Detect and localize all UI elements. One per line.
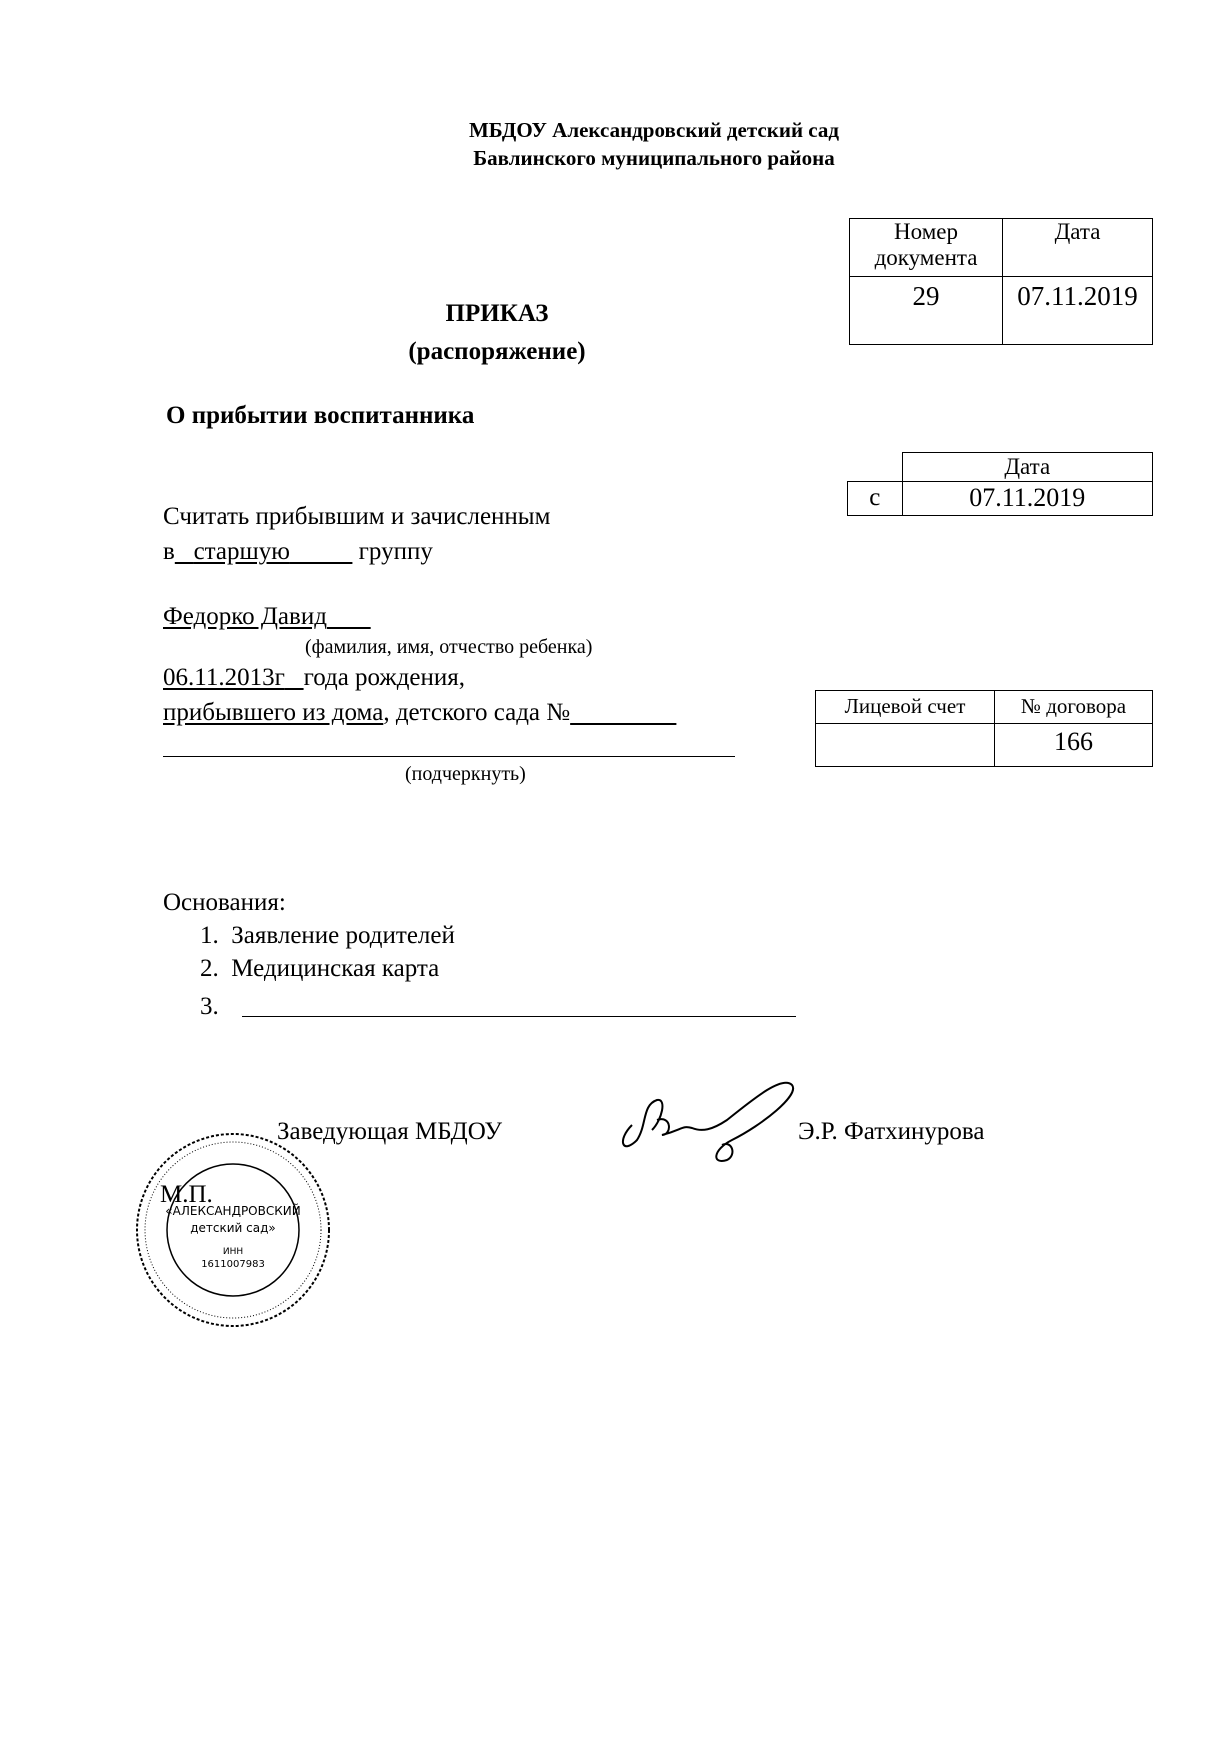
grounds-item-2: 2. Медицинская карта — [200, 955, 440, 982]
stamp-text-2: детский сад» — [190, 1221, 276, 1235]
underline-hint: (подчеркнуть) — [405, 763, 526, 785]
child-name-line — [163, 602, 371, 632]
account-table — [815, 690, 1153, 767]
order-title: ПРИКАЗ — [445, 300, 549, 327]
org-name: МБДОУ Александровский детский сад — [468, 118, 840, 142]
effective-date-prefix: с — [848, 482, 903, 516]
doc-date-header: Дата — [1003, 219, 1153, 277]
order-subtitle: (распоряжение) — [408, 338, 586, 365]
contract-header: № договора — [995, 691, 1153, 724]
grounds-item-1: 1. Заявление родителей — [200, 922, 455, 949]
handwritten-signature — [612, 1070, 802, 1170]
birth-suffix: года рождения, — [303, 664, 466, 691]
effective-date-table — [847, 452, 1153, 516]
group-line — [163, 537, 433, 567]
birth-date: 06.11.2013г — [163, 664, 285, 691]
grounds-item-3-blank — [242, 1016, 796, 1017]
group-suffix: группу — [358, 538, 433, 565]
organization-stamp — [133, 1130, 333, 1330]
arrived-rest: , детского сада № — [383, 699, 571, 726]
signer-position: Заведующая МБДОУ — [277, 1118, 503, 1145]
grounds-label: Основания: — [163, 889, 286, 916]
org-district: Бавлинского муниципального района — [473, 146, 835, 170]
enrollment-text: Считать прибывшим и зачисленным — [163, 503, 551, 530]
stamp-place-label: М.П. — [160, 1181, 213, 1208]
document-number-table — [849, 218, 1153, 345]
doc-number-header: Номер документа — [850, 219, 1003, 277]
grounds-item-text: Заявление родителей — [231, 922, 455, 949]
order-subject: О прибытии воспитанника — [166, 402, 475, 429]
child-name-hint: (фамилия, имя, отчество ребенка) — [305, 636, 593, 658]
stamp-inn: 1611007983 — [201, 1259, 265, 1270]
account-header: Лицевой счет — [816, 691, 995, 724]
contract-number: 166 — [995, 724, 1153, 767]
effective-date: 07.11.2019 — [902, 482, 1153, 516]
group-value: старшую — [193, 538, 290, 565]
arrived-from: прибывшего из дома — [163, 699, 384, 726]
child-name: Федорко Давид — [163, 603, 327, 630]
arrived-line — [163, 698, 676, 728]
doc-date: 07.11.2019 — [1003, 277, 1153, 345]
doc-number: 29 — [850, 277, 1003, 345]
grounds-item-3: 3. — [200, 993, 219, 1020]
birth-line — [163, 663, 465, 693]
grounds-item-text: Медицинская карта — [231, 955, 440, 982]
stamp-text-1: «АЛЕКСАНДРОВСКИЙ — [165, 1204, 301, 1218]
group-prefix: в — [163, 538, 175, 565]
blank-line — [163, 756, 735, 757]
account-value — [816, 724, 995, 767]
signer-name: Э.Р. Фатхинурова — [798, 1118, 985, 1145]
effective-date-header: Дата — [902, 453, 1153, 482]
stamp-inn-label: ИНН — [222, 1247, 244, 1257]
